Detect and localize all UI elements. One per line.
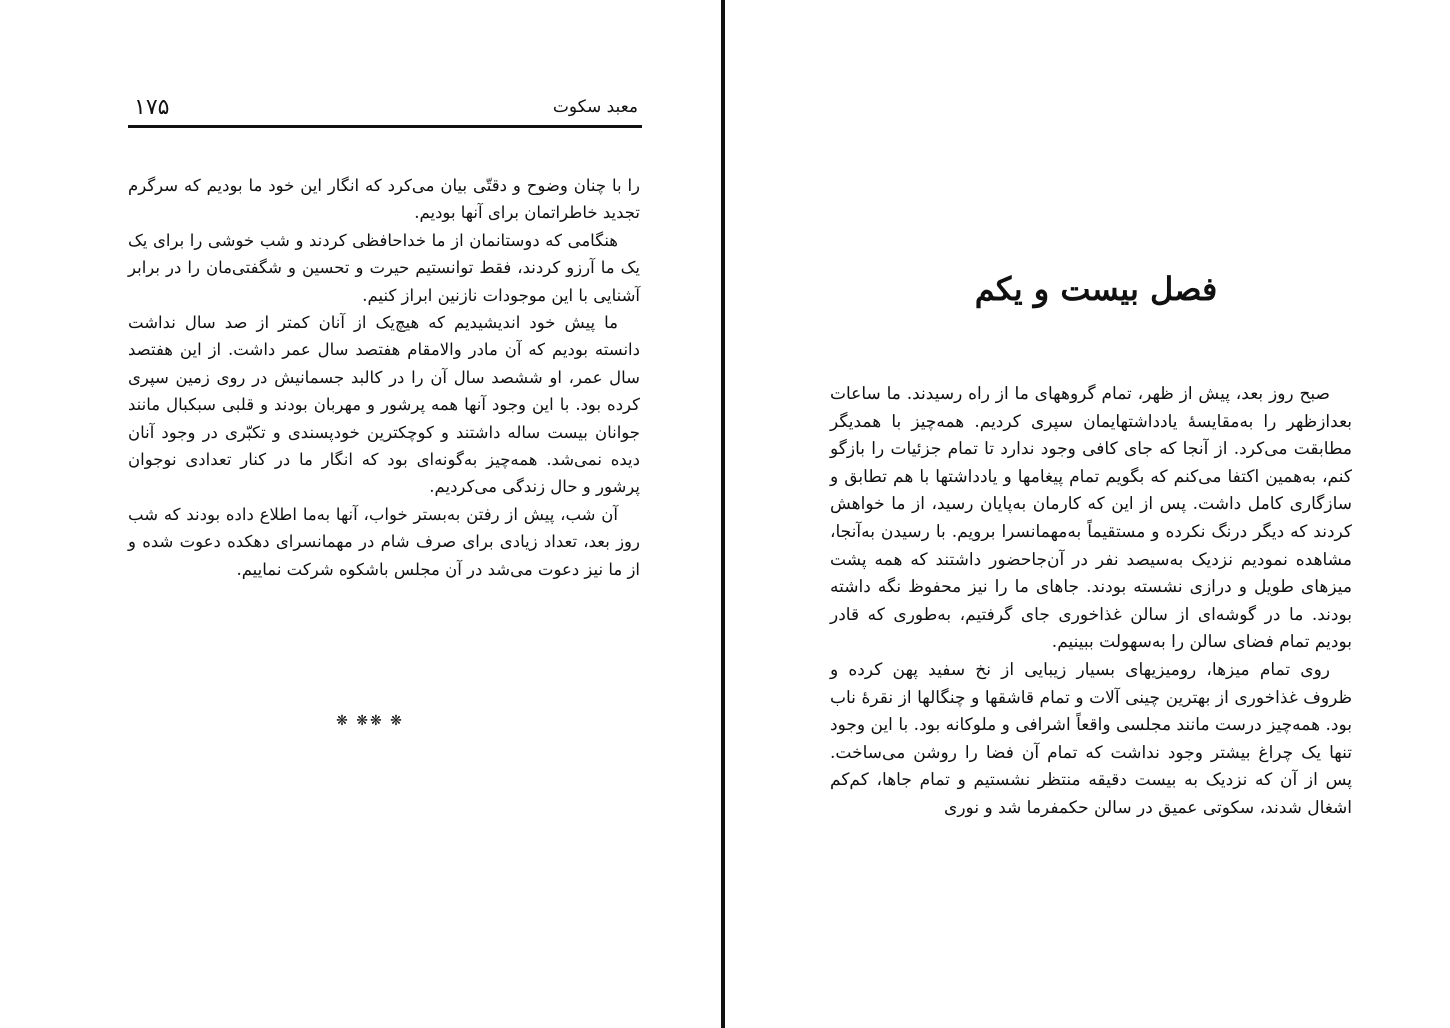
- running-head: [128, 95, 640, 123]
- paragraph: صبح روز بعد، پیش از ظهر، تمام گروههای ما از راه رسیدند. ما ساعات بعدازظهر را به‌مقایسهٔ یادداشتهایمان سپری کردیم. همه‌چیز با همدیگر مطابقت می‌کرد. از آنجا که جای کافی وجود ندارد تا تمام جزئیات را بازگو کنم، به‌همین اکتفا می‌کنم که بگویم تمام پیغامها و یادداشتها با هم تطابق و سازگاری کامل داشت. پس از این که کارمان به‌پایان رسید، از ما خواهش کردند که دیگر درنگ نکرده و مستقیماً به‌مهمانسرا برویم. با رسیدن به‌آنجا، مشاهده نمودیم نزدیک به‌سیصد نفر در آن‌جاحضور داشتند که همه پشت میزهای طویل و درازی نشسته بودند. جاهای ما را نیز محفوظ نگه داشته بودند. ما در گوشه‌ای از سالن غذاخوری جای گرفتیم، به‌طوری که قادر بودیم تمام فضای سالن را به‌سهولت ببینیم.: [830, 384, 1352, 653]
- header-rule: [128, 125, 642, 128]
- right-page: [726, 0, 1450, 1028]
- paragraph: را با چنان وضوح و دقتّی بیان می‌کرد که انگار این خود ما بودیم که سرگرم تجدید خاطراتمان برای آنها بودیم.: [128, 176, 640, 223]
- paragraph: ما پیش خود اندیشیدیم که هیچ‌یک از آنان کمتر از صد سال نداشت دانسته بودیم که آن مادر والامقام هفتصد سال عمر داشت. از این هفتصد سال عمر، او ششصد سال آن را در کالبد جسمانیش در روی زمین سپری کرده بود. با این وجود آنها همه پرشور و مهربان بودند و قلبی سبکبال مانند جوانان بیست ساله داشتند و کوچکترین خودپسندی و تکبّری در وجود آنان دیده نمی‌شد. همه‌چیز به‌گونه‌ای بود که انگار ما در کنار تعدادی نوجوان پرشور و حال زندگی می‌کردیم.: [128, 313, 640, 497]
- paragraph: هنگامی که دوستانمان از ما خداحافظی کردند و شب خوشی را برای یک یک ما آرزو کردند، فقط توانستیم حیرت و تحسین و شگفتی‌مان را در برابر آشنایی با این موجودات نازنین ابراز کنیم.: [128, 230, 640, 305]
- book-gutter-divider: [721, 0, 725, 1028]
- paragraph: روی تمام میزها، رومیزیهای بسیار زیبایی از نخ سفید پهن کرده و ظروف غذاخوری از بهترین چینی آلات و تمام قاشقها و چنگالها از نقرهٔ ناب بود. همه‌چیز درست مانند مجلسی واقعاً اشرافی و ملوکانه بود. با این وجود تنها یک چراغ بیشتر وجود نداشت که تمام آن فضا را روشن می‌ساخت. پس از آن که نزدیک به بیست دقیقه منتظر نشستیم و تمام جاها، کم‌کم اشغال شدند، سکوتی عمیق در سالن حکمفرما شد و نوری: [830, 659, 1353, 818]
- page-number: ۱۷۵: [134, 95, 170, 120]
- chapter-title: فصل بیست و یکم: [974, 270, 1218, 308]
- paragraph: آن شب، پیش از رفتن به‌بستر خواب، آنها به‌ما اطلاع داده بودند که شب روز بعد، تعداد زیادی برای صرف شام در مهمانسرای دهکده دعوت شده و از ما نیز دعوت می‌شد در آن مجلس باشکوه شرکت نماییم.: [128, 504, 640, 579]
- header-title: معبد سکوت: [552, 97, 638, 117]
- section-ornament: ❋ ❋❋ ❋: [336, 713, 404, 729]
- left-page: [0, 0, 722, 1028]
- right-body-text: [830, 381, 1352, 823]
- left-body-text: [128, 172, 640, 583]
